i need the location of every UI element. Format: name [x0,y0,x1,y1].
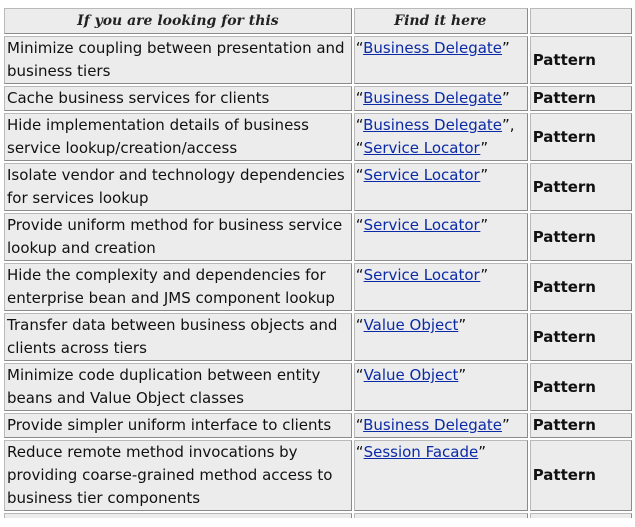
pattern-link[interactable]: Service Locator [363,266,481,284]
table-row [4,440,632,511]
header-row [4,8,632,34]
partial-next-row [4,513,632,518]
partial-cell [354,513,528,518]
table-row [4,163,632,211]
header-need: If you are looking for this [4,8,352,34]
table-row [4,313,632,361]
table-row [4,213,632,261]
table-row [4,363,632,411]
partial-cell [530,513,632,518]
need-text: business tiers [7,62,111,80]
need-text: enterprise bean and JMS component lookup [7,289,335,307]
need-cell [4,313,352,361]
need-text: lookup and creation [7,239,156,257]
need-cell [4,263,352,311]
need-text: Transfer data between business objects and [7,316,338,334]
type-cell: Pattern [530,440,632,511]
header-find: Find it here [354,8,528,34]
need-text: business tier components [7,489,201,507]
type-cell: Pattern [530,163,632,211]
type-cell: Pattern [530,113,632,161]
need-text: for services lookup [7,189,149,207]
table-row [4,263,632,311]
find-cell: “Service Locator” [354,163,528,211]
pattern-link[interactable]: Business Delegate [363,39,503,57]
need-text: Provide simpler uniform interface to clients [7,416,332,434]
pattern-link[interactable]: Service Locator [363,166,481,184]
find-cell: “Service Locator” [354,213,528,261]
pattern-link[interactable]: Business Delegate [363,116,503,134]
need-cell [4,363,352,411]
need-cell [4,36,352,84]
table-row [4,86,632,111]
find-cell: “Value Object” [354,363,528,411]
need-cell [4,86,352,111]
pattern-link[interactable]: Value Object [363,366,459,384]
need-text: Isolate vendor and technology dependencies [7,166,345,184]
find-cell: “Session Facade” [354,440,528,511]
pattern-lookup-table [2,6,634,520]
pattern-link[interactable]: Service Locator [363,216,481,234]
need-text: providing coarse-grained method access to [7,466,333,484]
type-cell: Pattern [530,263,632,311]
partial-cell [4,513,352,518]
need-cell [4,113,352,161]
pattern-link[interactable]: Session Facade [363,443,479,461]
need-text: Hide the complexity and dependencies for [7,266,326,284]
find-cell: “Business Delegate” [354,413,528,438]
type-cell: Pattern [530,213,632,261]
need-text: Hide implementation details of business [7,116,309,134]
need-text: Minimize code duplication between entity [7,366,321,384]
type-cell: Pattern [530,313,632,361]
type-cell: Pattern [530,413,632,438]
header-type [530,8,632,34]
need-text: Reduce remote method invocations by [7,443,298,461]
find-cell: “Business Delegate” [354,86,528,111]
need-text: Provide uniform method for business service [7,216,343,234]
need-text: beans and Value Object classes [7,389,244,407]
need-text: clients across tiers [7,339,147,357]
need-cell [4,440,352,511]
need-cell [4,163,352,211]
table-row [4,413,632,438]
table-row [4,113,632,161]
need-cell [4,413,352,438]
table-row [4,36,632,84]
type-cell: Pattern [530,86,632,111]
find-cell: “Value Object” [354,313,528,361]
pattern-link[interactable]: Business Delegate [363,416,503,434]
need-text: Minimize coupling between presentation and [7,39,345,57]
type-cell: Pattern [530,36,632,84]
find-cell: “Business Delegate” [354,36,528,84]
find-cell: “Service Locator” [354,263,528,311]
pattern-link[interactable]: Business Delegate [363,89,503,107]
pattern-link[interactable]: Service Locator [363,139,481,157]
need-text: Cache business services for clients [7,89,270,107]
type-cell: Pattern [530,363,632,411]
need-cell [4,213,352,261]
need-text: service lookup/creation/access [7,139,238,157]
find-cell: “Business Delegate”, “Service Locator” [354,113,528,161]
pattern-link[interactable]: Value Object [363,316,459,334]
